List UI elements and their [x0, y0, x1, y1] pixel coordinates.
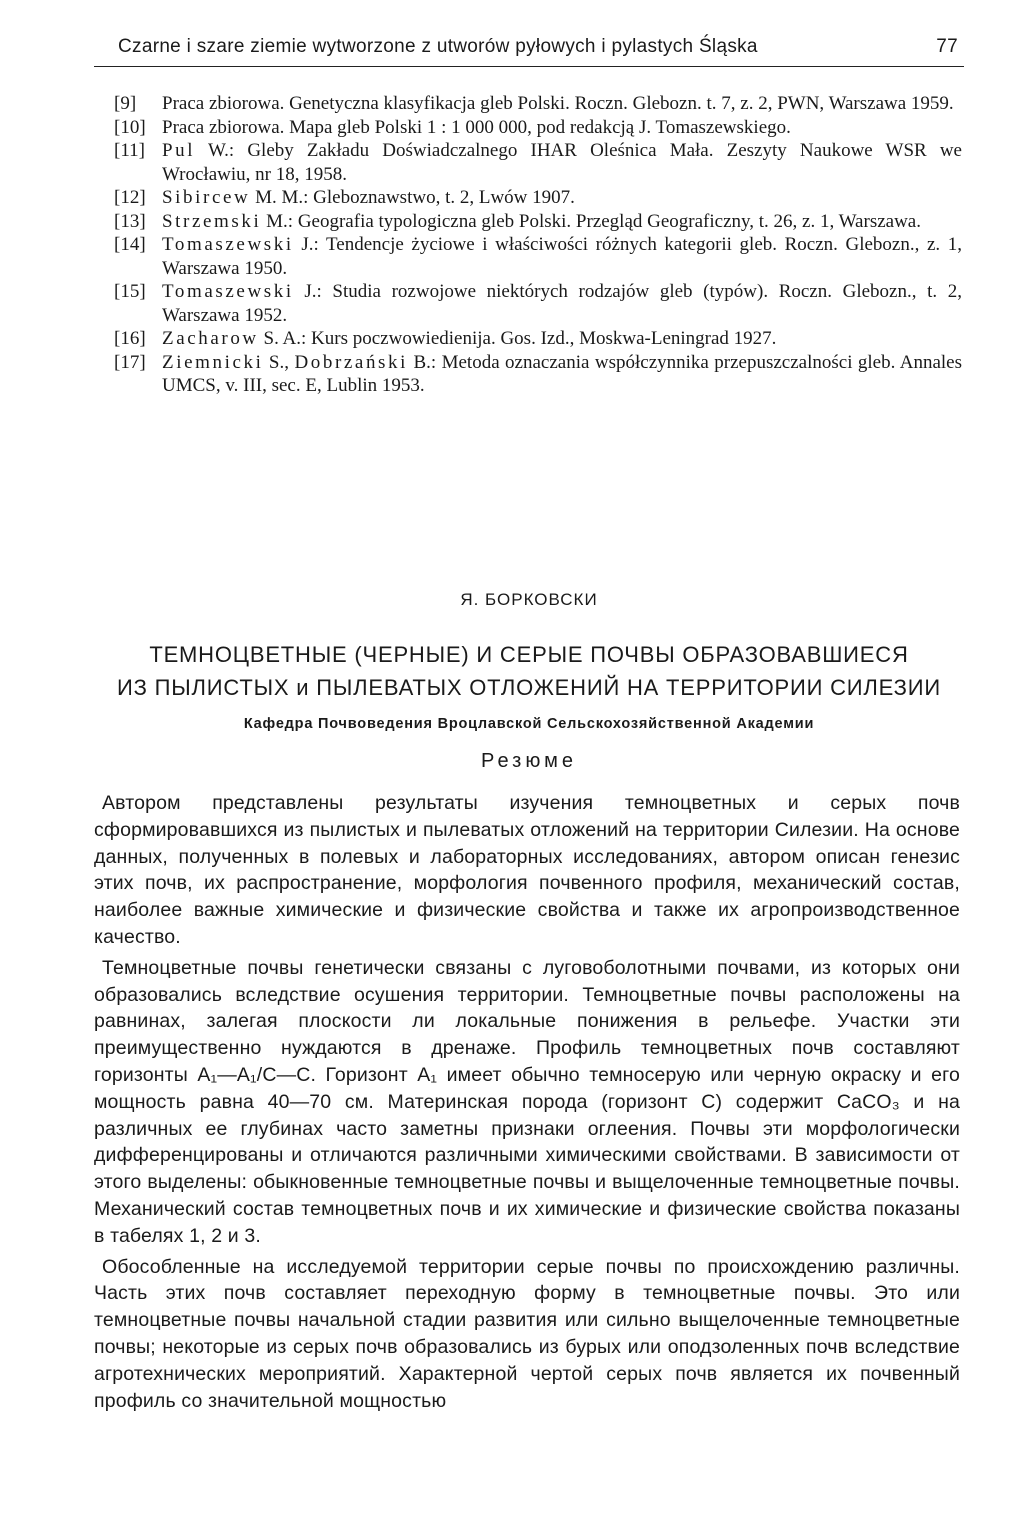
reference-number: [15] — [114, 281, 146, 302]
reference-number: [13] — [114, 210, 146, 232]
reference-text: J.: Studia rozwojowe niektórych rodzajów gleb (typów). Roczn. Glebozn., t. 2, Warszawa 1952. — [162, 281, 962, 326]
reference-author: Strzemski — [162, 210, 262, 232]
running-header — [94, 34, 964, 67]
reference-number: [17] — [114, 351, 146, 373]
reference-item — [114, 233, 962, 280]
reference-text: M. M.: Gleboznawstwo, t. 2, Lwów 1907. — [250, 187, 575, 208]
reference-item — [114, 186, 962, 210]
reference-author: Tomaszewski — [162, 234, 294, 255]
summary-body — [94, 790, 960, 1418]
reference-number: [14] — [114, 234, 146, 255]
reference-list — [114, 92, 962, 398]
reference-text: W.: Gleby Zakładu Doświadczalnego IHAR Oleśnica Mała. Zeszyty Naukowe WSR we Wrocławiu, nr 18, 1958. — [162, 140, 962, 185]
reference-number: [12] — [114, 187, 146, 208]
reference-item — [114, 139, 962, 186]
reference-item — [114, 351, 962, 398]
reference-number: [9] — [114, 93, 137, 114]
summary-paragraph: Обособленные на исследуемой территории серые почвы по происхождению различны. Часть этих почв составляет переходную форму в темноцветные почвы. Это или темноцветные почвы начальной стадии развития или сильно выщелоченные темноцветные почвы; некоторые из серых почв образовались из бурых или оподзоленных почв вследствие агротехнических мероприятий. Характерной чертой серых почв является их почвенный профиль со значительной мощностью — [94, 1255, 960, 1412]
summary-title — [94, 638, 964, 704]
reference-text: Praca zbiorowa. Genetyczna klasyfikacja gleb Polski. Roczn. Glebozn. t. 7, z. 2, PWN, Warszawa 1959. — [162, 93, 954, 114]
summary-affiliation: Кафедра Почвоведения Вроцлавской Сельскохозяйственной Академии — [243, 716, 815, 732]
reference-item — [114, 327, 962, 351]
reference-text: Praca zbiorowa. Mapa gleb Polski 1 : 1 000 000, pod redakcją J. Tomaszewskiego. — [162, 116, 791, 138]
summary-paragraph: Автором представлены результаты изучения темноцветных и серых почв сформировавшихся из пылистых и пылеватых отложений на территории Силезии. На основе данных, полученных в полевых и лабораторных исследованиях, автором описан генезис этих почв, их распространение, морфология почвенного профиля, механический состав, наиболее важные химические и физические свойства и также их агропроизводственное качество. — [94, 792, 960, 948]
summary-author: Я. БОРКОВСКИ — [460, 590, 598, 609]
reference-text: M.: Geografia typologiczna gleb Polski. Przegląd Geograficzny, t. 26, z. 1, Warszawa. — [261, 210, 921, 232]
reference-author: Pul — [162, 140, 196, 161]
reference-item — [114, 280, 962, 327]
reference-number: [11] — [114, 140, 145, 161]
summary-title-line: ИЗ ПЫЛИСТЫХ и ПЫЛЕВАТЫХ ОТЛОЖЕНИЙ НА ТЕРРИТОРИИ СИЛЕЗИИ — [117, 675, 941, 700]
summary-title-line: ТЕМНОЦВЕТНЫЕ (ЧЕРНЫЕ) И СЕРЫЕ ПОЧВЫ ОБРАЗОВАВШИЕСЯ — [149, 642, 909, 667]
reference-author: Ziemnicki — [162, 351, 264, 373]
reference-text: B.: Metoda oznaczania współczynnika przepuszczalności gleb. Annales UMCS, v. III, sec. E, Lublin 1953. — [162, 351, 963, 396]
summary-paragraph: Темноцветные почвы генетически связаны с луговоболотными почвами, из которых они образовались вследствие осушения территории. Темноцветные почвы расположены на равнинах, залегая плоскости ли локальные понижения в рельефе. Участки эти преимущественно нуждаются в дренаже. Профиль темноцветных почв составляют горизонты A₁—A₁/C—C. Горизонт A₁ имеет обычно темносерую или черную окраску и его мощность равна 40—70 см. Материнская порода (горизонт С) содержит CaCO₃ и на различных ее глубинах часто заметны признаки оглеения. Почвы эти морфологически дифференцированы и отличаются различными химическими свойствами. В зависимости от этого выделены: обыкновенные темноцветные почвы и выщелоченные темноцветные почвы. Механический состав темноцветных почв и их химические и физические свойства показаны в табелях 1, 2 и 3. — [94, 956, 960, 1247]
reference-number: [10] — [114, 116, 146, 138]
resume-heading: Резюме — [481, 750, 577, 772]
reference-author: Tomaszewski — [162, 281, 294, 302]
reference-text: J.: Tendencje życiowe i właściwości różnych kategorii gleb. Roczn. Glebozn., z. 1, Warszawa 1950. — [162, 234, 962, 279]
reference-number: [16] — [114, 328, 146, 349]
running-title: Czarne i szare ziemie wytworzone z utworów pyłowych i pylastych Śląska — [118, 36, 758, 57]
reference-item — [114, 210, 962, 234]
reference-author: Dobrzański — [294, 351, 409, 373]
reference-item — [114, 116, 962, 140]
reference-text: S. A.: Kurs poczwowiedienija. Gos. Izd., Moskwa-Leningrad 1927. — [258, 328, 777, 349]
reference-text: S., — [263, 351, 295, 373]
page-number: 77 — [936, 36, 958, 57]
reference-item — [114, 92, 962, 116]
reference-author: Zacharow — [162, 328, 259, 349]
reference-author: Sibircew — [162, 187, 251, 208]
